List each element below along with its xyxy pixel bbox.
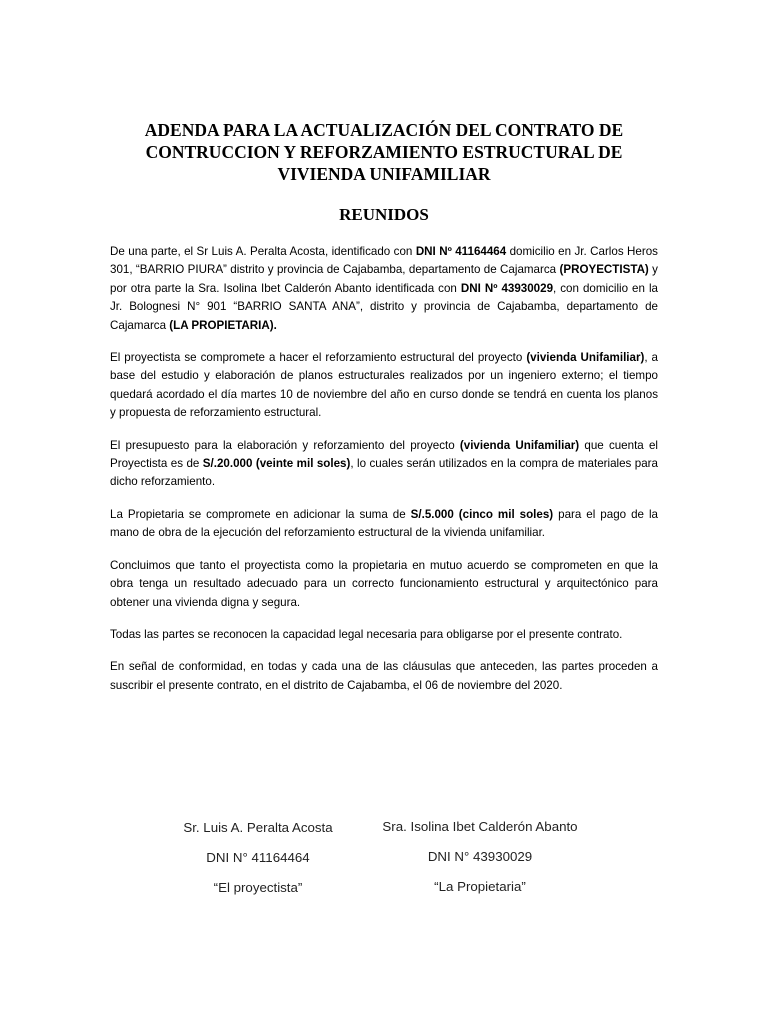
signature-right-role: “La Propietaria”: [434, 879, 526, 894]
bold-text-run: S/.20.000 (veinte mil soles): [202, 457, 351, 471]
text-run: Concluimos que tanto el proyectista como la propietaria en mutuo acuerdo se comprometen en que la obra tenga un resultado adecuado para un correcto funcionamiento estructural y arquitectónico para obtener una vivienda digna y segura.: [110, 558, 658, 609]
paragraph-agreement: [110, 557, 658, 612]
title-line: ADENDA PARA LA ACTUALIZACIÓN DEL CONTRATO DE: [144, 120, 624, 140]
document-title: [100, 119, 668, 185]
bold-text-run: (vivienda Unifamiliar): [459, 438, 580, 452]
text-run: , lo cuales serán utilizados en la compra de materiales para dicho reforzamiento.: [110, 457, 658, 489]
paragraph-conformity: [110, 658, 658, 695]
text-run: para el pago de la mano de obra de la ejecución del reforzamiento estructural de la vivienda unifamiliar.: [110, 507, 658, 540]
bold-text-run: (vivienda Unifamiliar): [526, 351, 645, 365]
title-line: VIVIENDA UNIFAMILIAR: [277, 164, 491, 184]
text-run: domicilio en Jr. Carlos Heros 301, “BARRIO PIURA” distrito y provincia de Cajabamba, departamento de Cajamarca: [110, 245, 658, 277]
paragraph-labor-cost: [110, 506, 658, 543]
text-run: y por otra parte la Sra. Isolina Ibet Calderón Abanto identificada con: [110, 263, 658, 295]
title-line: CONTRUCCION Y REFORZAMIENTO ESTRUCTURAL DE: [145, 142, 623, 162]
paragraph-commitment: [110, 349, 658, 423]
bold-text-run: (PROYECTISTA): [559, 263, 649, 277]
text-run: , a base del estudio y elaboración de planos estructurales realizados por un ingeniero externo; el tiempo quedará acordado el día martes 10 de noviembre del año en curso donde se tendrá en cuenta los planos y propuesta de reforzamiento estructural.: [110, 351, 658, 420]
signature-left-role: “El proyectista”: [213, 880, 303, 895]
text-run: La Propietaria se compromete en adicionar la suma de: [110, 507, 411, 521]
document-body: [110, 243, 658, 709]
paragraph-budget: [110, 437, 658, 492]
paragraph-legal-capacity: [110, 626, 658, 644]
text-run: En señal de conformidad, en todas y cada una de las cláusulas que anteceden, las partes proceden a suscribir el presente contrato, en el distrito de Cajabamba, el 06 de noviembre del 2020.: [110, 660, 658, 692]
bold-text-run: S/.5.000 (cinco mil soles): [410, 507, 554, 521]
bold-text-run: (LA PROPIETARIA).: [169, 318, 277, 332]
signature-right-dni: DNI N° 43930029: [427, 849, 533, 864]
text-run: Todas las partes se reconocen la capacidad legal necesaria para obligarse por el presente contrato.: [110, 627, 623, 641]
text-run: El proyectista se compromete a hacer el reforzamiento estructural del proyecto: [110, 351, 527, 365]
bold-text-run: DNI Nº 41164464: [415, 245, 507, 258]
section-heading-reunidos: REUNIDOS: [339, 205, 429, 224]
bold-text-run: DNI Nº 43930029: [460, 281, 554, 295]
signature-right-name: Sra. Isolina Ibet Calderón Abanto: [382, 819, 578, 834]
text-run: De una parte, el Sr Luis A. Peralta Acosta, identificado con: [110, 245, 416, 258]
signature-left-name: Sr. Luis A. Peralta Acosta: [183, 820, 333, 835]
text-run: El presupuesto para la elaboración y reforzamiento del proyecto: [110, 438, 460, 452]
text-run: que cuenta el Proyectista es de: [110, 438, 658, 471]
text-run: , con domicilio en la Jr. Bolognesi N° 901 “BARRIO SANTA ANA”, distrito y provincia de Cajabamba, departamento de Cajamarca: [110, 281, 658, 332]
signature-left-dni: DNI N° 41164464: [206, 850, 310, 865]
paragraph-parties: [110, 243, 658, 335]
